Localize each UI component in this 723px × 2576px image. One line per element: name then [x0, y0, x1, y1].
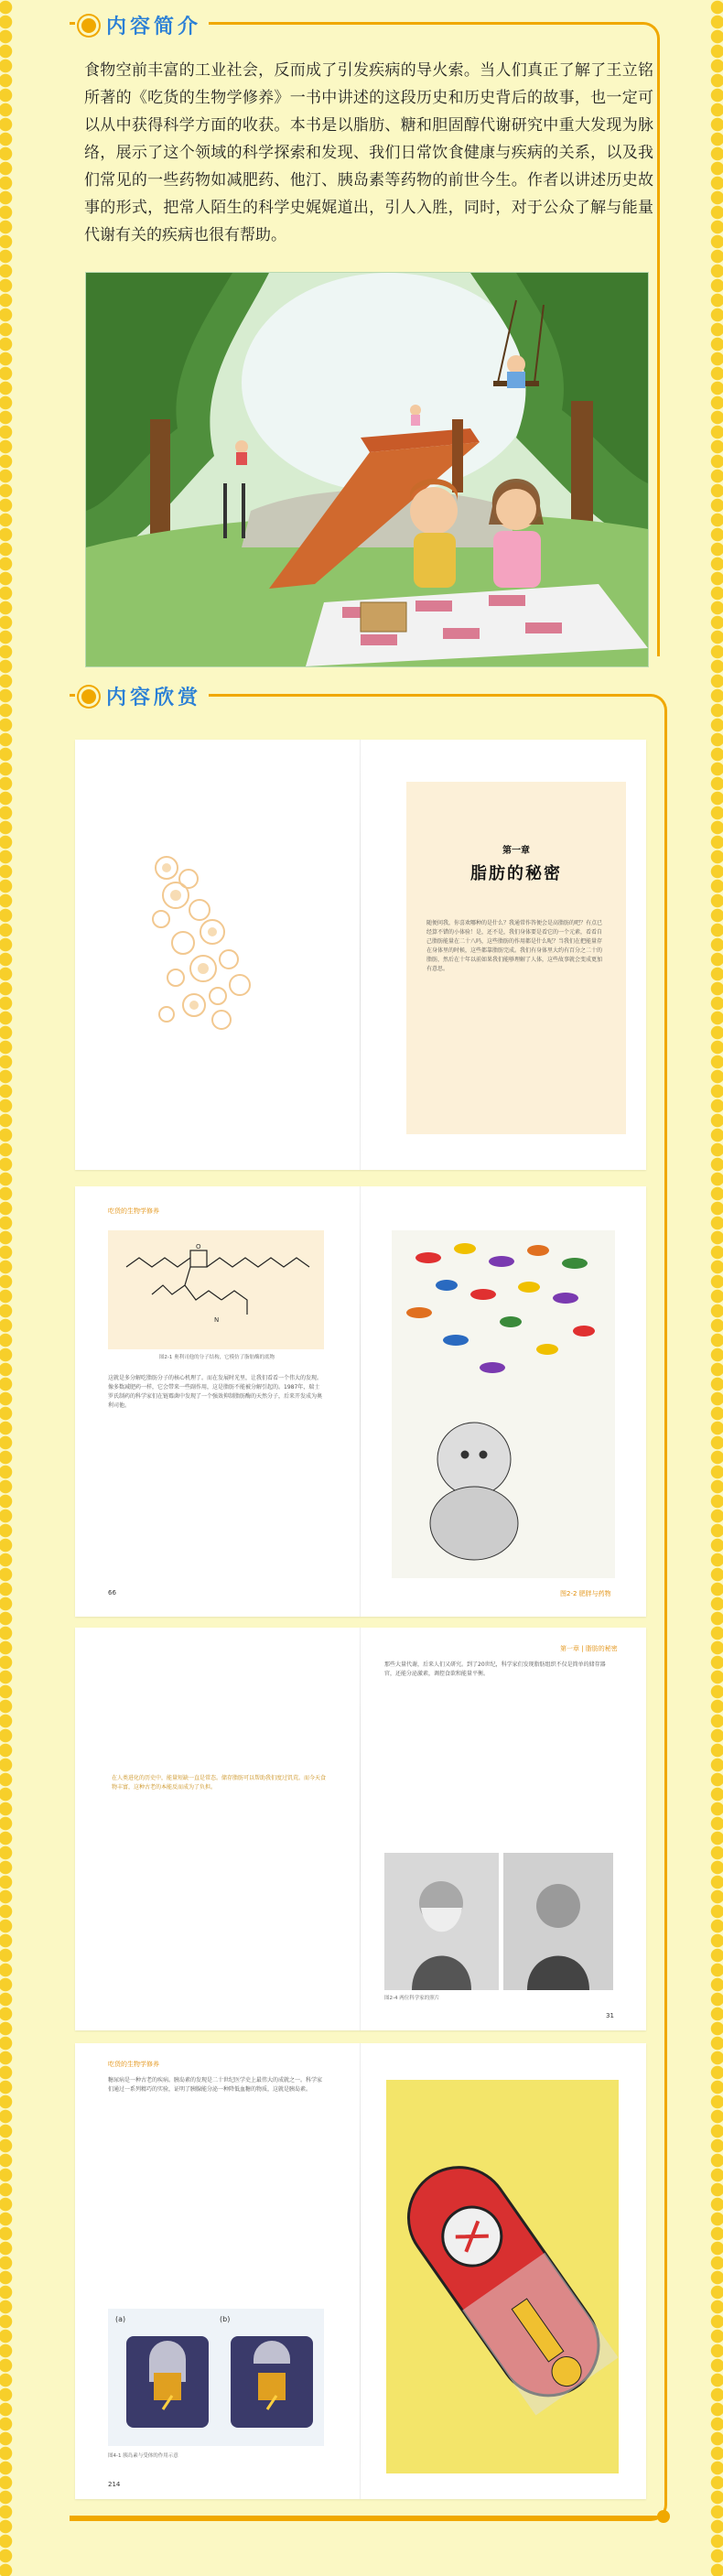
preview-page-3	[75, 1628, 646, 2030]
figure-caption: 图2-1 奥利司他的分子结构，它模仿了脂肪酶的底物	[158, 1355, 275, 1360]
chapter-title: 脂肪的秘密	[470, 864, 562, 883]
book-spine	[360, 740, 361, 1170]
molecule-structure-figure	[108, 1230, 324, 1349]
preview-page-1	[75, 740, 646, 1170]
panel-b-label: (b)	[220, 2315, 231, 2323]
left-scallop-border	[0, 0, 13, 2576]
figure-caption-right: 图2-2 肥胖与药物	[560, 1590, 611, 1597]
book-spine	[360, 2043, 361, 2499]
figure-caption: 图4-1 胰岛素与受体的作用示意	[108, 2453, 178, 2459]
figure-caption: 图2-4 两位科学家的照片	[384, 1996, 440, 2001]
bottom-dot-icon	[657, 2510, 670, 2523]
right-page-body: 那些大量代谢，后来人们又研究。到了20世纪，科学家们发现脂肪组织不仅是简单的储存器官，还能分泌激素，调控食欲和能量平衡。	[384, 1661, 606, 1677]
capsule-lock-illustration	[386, 2080, 619, 2473]
running-head: 第一章 | 脂肪的秘密	[560, 1645, 618, 1652]
svg-text:N: N	[214, 1316, 220, 1324]
page-number: 214	[108, 2481, 121, 2488]
page-body: 这就是多分解吃脂肪分子的核心机理了。而在发展时光里，让我们看看一个伟大的发现。像多数减肥药一样，它会带来一些副作用，这是脂肪不能被分解引起的。1987年，瑞士罗氏制药的科学家们在链霉菌中发现了一个强效抑制脂肪酶的天然分子，后来开发成为奥利司他。	[108, 1375, 323, 1409]
bullet-dot-icon	[79, 16, 99, 36]
chapter-opening-box	[406, 782, 626, 1134]
left-page-body: 在人类进化的历史中，能量短缺一直是常态。储存脂肪可以帮助我们度过饥荒。而今天食物丰富，这种古老的本能反而成为了负担。	[112, 1775, 327, 1791]
book-spine	[360, 1186, 361, 1617]
book-spine	[360, 1628, 361, 2030]
pills-illustration	[392, 1230, 615, 1578]
preview-page-4	[75, 2043, 646, 2499]
page-body: 糖尿病是一种古老的疾病。胰岛素的发现是二十世纪医学史上最伟大的成就之一。科学家们通过一系列精巧的实验，证明了胰腺能分泌一种降低血糖的物质，这就是胰岛素。	[108, 2077, 323, 2093]
preview-page-2	[75, 1186, 646, 1617]
page-number: 66	[108, 1589, 116, 1596]
running-head: 吃货的生物学修养	[108, 1207, 159, 1215]
picnic-illustration	[85, 272, 649, 667]
scientist-portrait-1	[384, 1853, 499, 1990]
intro-title-tag	[75, 11, 209, 39]
right-scallop-border	[710, 0, 723, 2576]
chapter-label: 第一章	[502, 846, 530, 856]
page-number: 31	[606, 2012, 614, 2019]
svg-text:O: O	[196, 1243, 201, 1250]
chapter-body: 随便问我，你喜欢哪种的是什么？我通常作答便会是高脂肪的吧？有点已经算不错的小体验！是，还不是，我们身体要是看它的一个元素，看看自己脂肪能量在二十八吗，这些脂肪的作用都是什么呢？当我们在把能量存在身体里的时候，这些都靠脂肪完成。我们有身体里大约有百分之二十的脂肪，然后在十年以前如果我们能够理解了人体，这些故事就会变成更加有意思。	[426, 920, 603, 972]
running-head: 吃货的生物学修养	[108, 2061, 159, 2068]
bullet-dot-icon	[79, 687, 99, 707]
preview-title: 内容欣赏	[106, 687, 202, 709]
preview-title-tag	[75, 682, 209, 710]
insulin-lock-diagram	[108, 2309, 324, 2446]
scientist-portrait-2	[503, 1853, 613, 1990]
fat-droplets-illustration	[112, 831, 295, 1060]
bottom-divider	[70, 2516, 664, 2518]
intro-title: 内容简介	[106, 16, 202, 38]
panel-a-label: (a)	[115, 2315, 126, 2323]
intro-paragraph: 食物空前丰富的工业社会，反而成了引发疾病的导火索。当人们真正了解了王立铭所著的《吃货的生物学修养》一书中讲述的这段历史和历史背后的故事，也一定可以从中获得科学方面的收获。本书是以脂肪、糖和胆固醇代谢研究中重大发现为脉络，展示了这个领域的科学探索和发现、我们日常饮食健康与疾病的关系，以及我们常见的一些药物如减肥药、他汀、胰岛素等药物的前世今生。作者以讲述历史故事的形式，把常人陌生的科学史娓娓道出，引人入胜，同时，对于公众了解与能量代谢有关的疾病也很有帮助。	[84, 61, 653, 244]
